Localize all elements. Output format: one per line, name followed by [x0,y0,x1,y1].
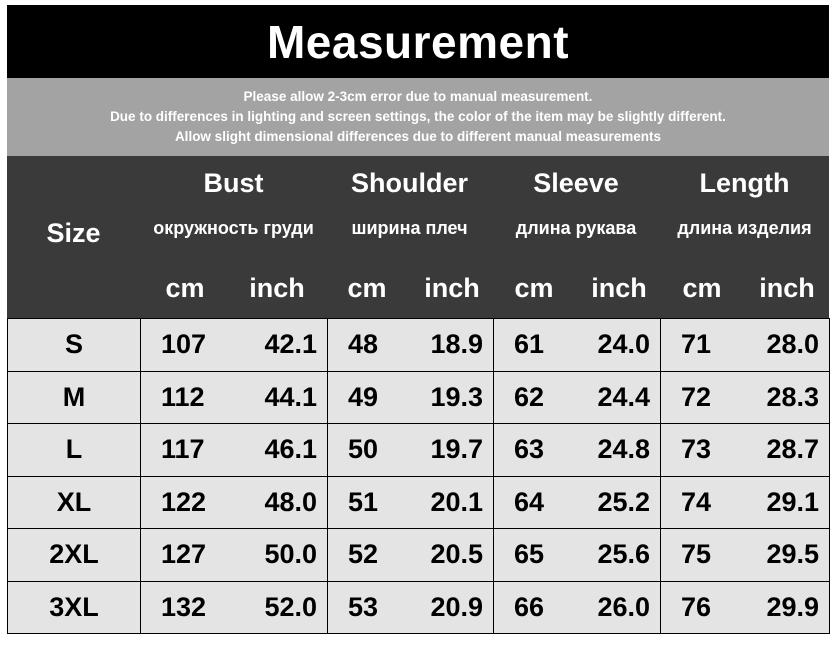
size-cell: L [8,424,141,477]
size-header: Size [46,218,101,248]
size-cell: 2XL [8,529,141,582]
sleeve-cell [494,424,661,477]
bust-cm-value: 112 [161,381,205,412]
note-line: Due to differences in lighting and screen settings, the color of the item may be slightly different. [110,109,726,124]
length-inch-value: 28.0 [766,329,819,360]
length-cm-value: 75 [681,539,712,570]
size-cell: S [8,319,141,372]
shoulder-cm-label: cm [347,273,387,303]
title-bar [7,5,829,78]
sleeve-cm-label: cm [514,273,554,303]
shoulder-cell [328,371,494,424]
length-ru-label: длина изделия [677,218,812,238]
sleeve-cm-value: 65 [514,539,545,570]
length-cm-value: 74 [681,486,712,517]
bust-cell [141,581,328,634]
shoulder-inch-value: 18.9 [430,329,483,360]
bust-cell [141,371,328,424]
length-header: Length [699,168,790,198]
note-line: Allow slight dimensional differences due to different manual measurements [174,129,662,144]
bust-cell [141,476,328,529]
length-inch-value: 28.3 [766,381,819,412]
length-inch-value: 29.5 [766,539,819,570]
length-cell [661,476,830,529]
shoulder-inch-value: 19.7 [430,434,483,465]
bust-cell [141,529,328,582]
sleeve-cm-value: 63 [514,434,545,465]
shoulder-inch-value: 20.5 [430,539,483,570]
bust-inch-value: 52.0 [264,591,317,622]
bust-cm-label: cm [165,273,205,303]
length-cell [661,424,830,477]
sleeve-inch-value: 24.8 [597,434,650,465]
shoulder-cm-value: 52 [348,539,379,570]
sleeve-inch-value: 25.2 [597,486,650,517]
sleeve-cm-value: 66 [514,591,545,622]
table-row [8,319,830,372]
length-cm-value: 73 [681,434,712,465]
page-title: Measurement [266,15,570,68]
bust-cell [141,424,328,477]
note-line: Please allow 2-3cm error due to manual measurement. [243,89,593,104]
length-inch-value: 29.1 [766,486,819,517]
sleeve-inch-value: 24.4 [597,381,650,412]
length-inch-value: 29.9 [766,591,819,622]
bust-cm-value: 127 [161,539,207,570]
table-header [7,156,829,318]
size-cell: 3XL [8,581,141,634]
length-inch-value: 28.7 [766,434,819,465]
shoulder-inch-value: 20.1 [430,486,483,517]
length-cell [661,529,830,582]
length-inch-label: inch [759,273,815,303]
sleeve-inch-label: inch [591,273,647,303]
bust-header: Bust [203,168,264,198]
bust-cm-value: 132 [161,591,207,622]
size-cell: XL [8,476,141,529]
bust-inch-value: 48.0 [264,486,317,517]
table-row [8,476,830,529]
shoulder-cm-value: 53 [348,591,379,622]
bust-cm-value: 117 [161,434,205,465]
bust-ru-label: окружность груди [153,218,314,238]
sleeve-cell [494,581,661,634]
bust-cm-value: 107 [161,329,207,360]
length-cm-value: 76 [681,591,712,622]
shoulder-header: Shoulder [350,168,468,198]
length-cm-value: 71 [681,329,712,360]
table-row [8,581,830,634]
shoulder-cell [328,529,494,582]
sleeve-cell [494,529,661,582]
sleeve-cell [494,371,661,424]
length-cm-value: 72 [681,381,712,412]
bust-inch-value: 42.1 [264,329,317,360]
bust-inch-label: inch [249,273,305,303]
bust-cm-value: 122 [161,486,207,517]
length-cell [661,319,830,372]
shoulder-cell [328,476,494,529]
shoulder-cm-value: 49 [348,381,379,412]
shoulder-cm-value: 48 [348,329,379,360]
sleeve-inch-value: 26.0 [597,591,650,622]
sleeve-cm-value: 64 [514,486,545,517]
sleeve-cm-value: 61 [514,329,545,360]
sleeve-cell [494,476,661,529]
sleeve-cell [494,319,661,372]
shoulder-cm-value: 51 [348,486,379,517]
shoulder-inch-label: inch [424,273,480,303]
shoulder-ru-label: ширина плеч [351,218,468,238]
shoulder-cm-value: 50 [348,434,379,465]
size-chart [7,5,829,634]
size-table [7,318,830,634]
shoulder-cell [328,319,494,372]
bust-inch-value: 44.1 [264,381,317,412]
length-cell [661,581,830,634]
table-row [8,424,830,477]
measurement-notes [7,78,829,156]
sleeve-header: Sleeve [533,168,619,198]
bust-inch-value: 50.0 [264,539,317,570]
shoulder-cell [328,424,494,477]
table-row [8,529,830,582]
shoulder-inch-value: 20.9 [430,591,483,622]
length-cm-label: cm [682,273,722,303]
shoulder-inch-value: 19.3 [430,381,483,412]
table-row [8,371,830,424]
size-cell: M [8,371,141,424]
sleeve-cm-value: 62 [514,381,545,412]
bust-cell [141,319,328,372]
sleeve-ru-label: длина рукава [515,218,637,238]
sleeve-inch-value: 24.0 [597,329,650,360]
shoulder-cell [328,581,494,634]
length-cell [661,371,830,424]
bust-inch-value: 46.1 [264,434,317,465]
sleeve-inch-value: 25.6 [597,539,650,570]
